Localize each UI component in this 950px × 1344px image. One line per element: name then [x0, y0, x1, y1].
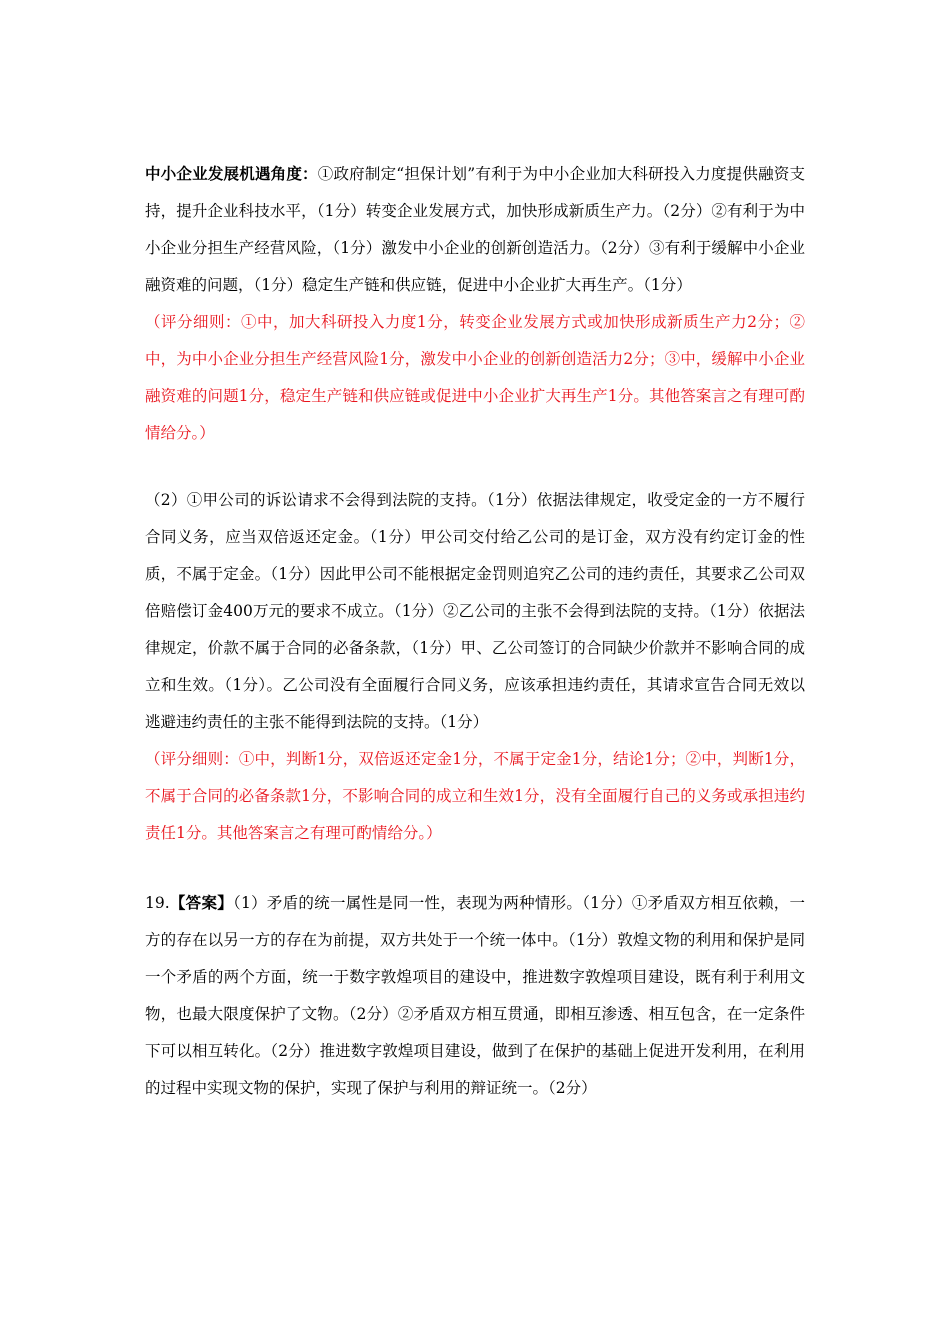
answer-document: [145, 155, 805, 1107]
question-19-body: （1）矛盾的统一属性是同一性，表现为两种情形。（1分）①矛盾双方相互依赖，一方的存在以另一方的存在为前提，双方共处于一个统一体中。（1分）敦煌文物的利用和保护是同一个矛盾的两个方面，统一于数字敦煌项目的建设中，推进数字敦煌项目建设，既有利于利用文物，也最大限度保护了文物。（2分）②矛盾双方相互贯通，即相互渗透、相互包含，在一定条件下可以相互转化。（2分）推进数字敦煌项目建设，做到了在保护的基础上促进开发利用，在利用的过程中实现文物的保护，实现了保护与利用的辩证统一。（2分）: [145, 894, 805, 1097]
question-19-answer: [145, 884, 805, 1107]
sme-answer-body: ①政府制定“担保计划”有利于为中小企业加大科研投入力度提供融资支持，提升企业科技水平，（1分）转变企业发展方式，加快形成新质生产力。（2分）②有利于为中小企业分担生产经营风险，（1分）激发中小企业的创新创造活力。（2分）③有利于缓解中小企业融资难的问题，（1分）稳定生产链和供应链，促进中小企业扩大再生产。（1分）: [145, 165, 805, 294]
answer-label: 【答案】: [169, 893, 233, 912]
sme-heading: 中小企业发展机遇角度：: [145, 164, 318, 183]
question-2-scoring-rules: （评分细则：①中，判断1分，双倍返还定金1分，不属于定金1分，结论1分；②中，判断1分，不属于合同的必备条款1分，不影响合同的成立和生效1分，没有全面履行自己的义务或承担违约责任1分。其他答案言之有理可酌情给分。）: [145, 750, 805, 842]
question-2-answer: （2）①甲公司的诉讼请求不会得到法院的支持。（1分）依据法律规定，收受定金的一方不履行合同义务，应当双倍返还定金。（1分）甲公司交付给乙公司的是订金，双方没有约定订金的性质，不属于定金。（1分）因此甲公司不能根据定金罚则追究乙公司的违约责任，其要求乙公司双倍赔偿订金400万元的要求不成立。（1分）②乙公司的主张不会得到法院的支持。（1分）依据法律规定，价款不属于合同的必备条款，（1分）甲、乙公司签订的合同缺少价款并不影响合同的成立和生效。（1分）。乙公司没有全面履行合同义务，应该承担违约责任，其请求宣告合同无效以逃避违约责任的主张不能得到法院的支持。（1分）: [145, 491, 805, 731]
question-19-number: 19.: [145, 894, 170, 912]
sme-scoring-rules: （评分细则：①中，加大科研投入力度1分，转变企业发展方式或加快形成新质生产力2分；②中，为中小企业分担生产经营风险1分，激发中小企业的创新创造活力2分；③中，缓解中小企业融资难的问题1分，稳定生产链和供应链或促进中小企业扩大再生产1分。其他答案言之有理可酌情给分。）: [145, 313, 805, 442]
sme-answer-paragraph: [145, 155, 805, 304]
